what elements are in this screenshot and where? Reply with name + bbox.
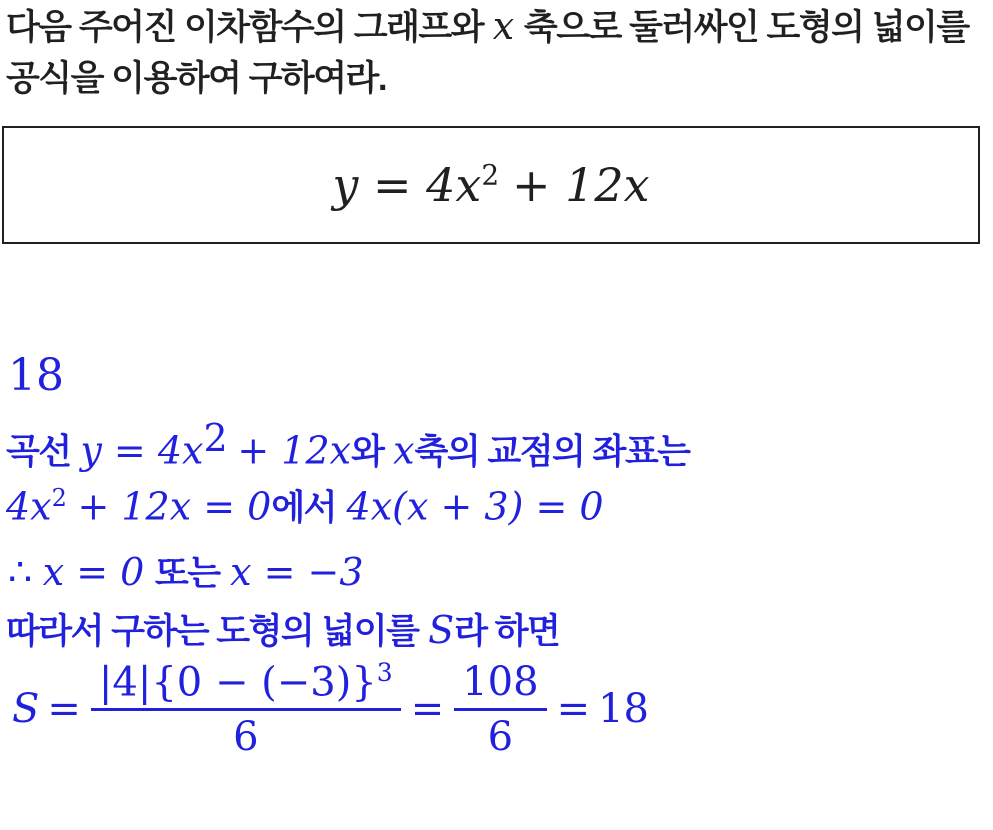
solution-1-korean-3: 축의 교점의 좌표는 xyxy=(414,432,690,472)
solution-1-exponent: 2 xyxy=(203,416,228,460)
formula-lhs-s: S xyxy=(12,686,40,733)
fraction-1 xyxy=(91,658,401,761)
equals-sign-1: = xyxy=(47,686,81,733)
problem-text-line-2: 공식을 이용하여 구하여라. xyxy=(6,59,387,98)
solution-1-math-3: x xyxy=(393,428,415,473)
solution-2-math-3: 4x(x + 3) = 0 xyxy=(346,484,604,529)
solution-2-math-2: + 12x = 0 xyxy=(77,484,272,529)
inline-variable-x: x xyxy=(492,4,515,48)
solution-1-math-1: y = 4x xyxy=(80,428,204,473)
equals-sign-2: = xyxy=(410,686,445,733)
solution-1-math-2: + 12x xyxy=(237,428,352,473)
equals-sign-3: = xyxy=(556,686,591,733)
solution-4-korean-2: 라 하면 xyxy=(454,612,560,651)
area-formula xyxy=(8,658,653,761)
formula-result: 18 xyxy=(598,686,649,733)
solution-2-exponent: 2 xyxy=(51,484,67,512)
solution-1-korean-1: 곡선 xyxy=(6,432,71,472)
solution-2-korean-1: 에서 xyxy=(271,488,336,528)
fraction-1-exponent: 3 xyxy=(376,658,393,687)
fraction-2 xyxy=(454,658,546,760)
problem-text-post: 축으로 둘러싸인 도형의 넓이를 xyxy=(523,8,969,47)
therefore-symbol: ∴ xyxy=(8,550,33,594)
equation-box xyxy=(2,126,980,244)
fraction-1-numerator xyxy=(91,660,401,711)
solution-3-math-2: x = −3 xyxy=(230,550,364,594)
solution-line-3 xyxy=(8,550,364,597)
solution-line-4 xyxy=(6,608,559,654)
solution-4-variable-s: S xyxy=(428,608,455,652)
solution-line-2 xyxy=(6,484,604,531)
equation-rhs: + 12x xyxy=(511,158,650,212)
boxed-equation xyxy=(332,158,649,212)
solution-line-1 xyxy=(6,416,689,474)
fraction-1-denominator: 6 xyxy=(233,714,259,761)
solution-3-math-1: x = 0 xyxy=(42,550,145,594)
fraction-1-numerator-text: |4|{0 − (−3)} xyxy=(98,659,377,706)
equation-lhs: y = 4x xyxy=(332,158,482,212)
equation-exponent: 2 xyxy=(481,158,500,192)
problem-text-pre: 다음 주어진 이차함수의 그래프와 xyxy=(6,8,484,47)
problem-statement-line-1 xyxy=(6,4,969,50)
solution-4-korean-1: 따라서 구하는 도형의 넓이를 xyxy=(6,612,419,651)
solution-3-korean-1: 또는 xyxy=(154,554,220,593)
fraction-2-numerator: 108 xyxy=(454,661,546,711)
solution-2-math-1: 4x xyxy=(6,484,52,529)
answer-value: 18 xyxy=(8,350,64,401)
problem-statement-line-2 xyxy=(6,58,386,100)
solution-1-korean-2: 와 xyxy=(351,432,384,472)
fraction-2-denominator: 6 xyxy=(487,713,514,760)
